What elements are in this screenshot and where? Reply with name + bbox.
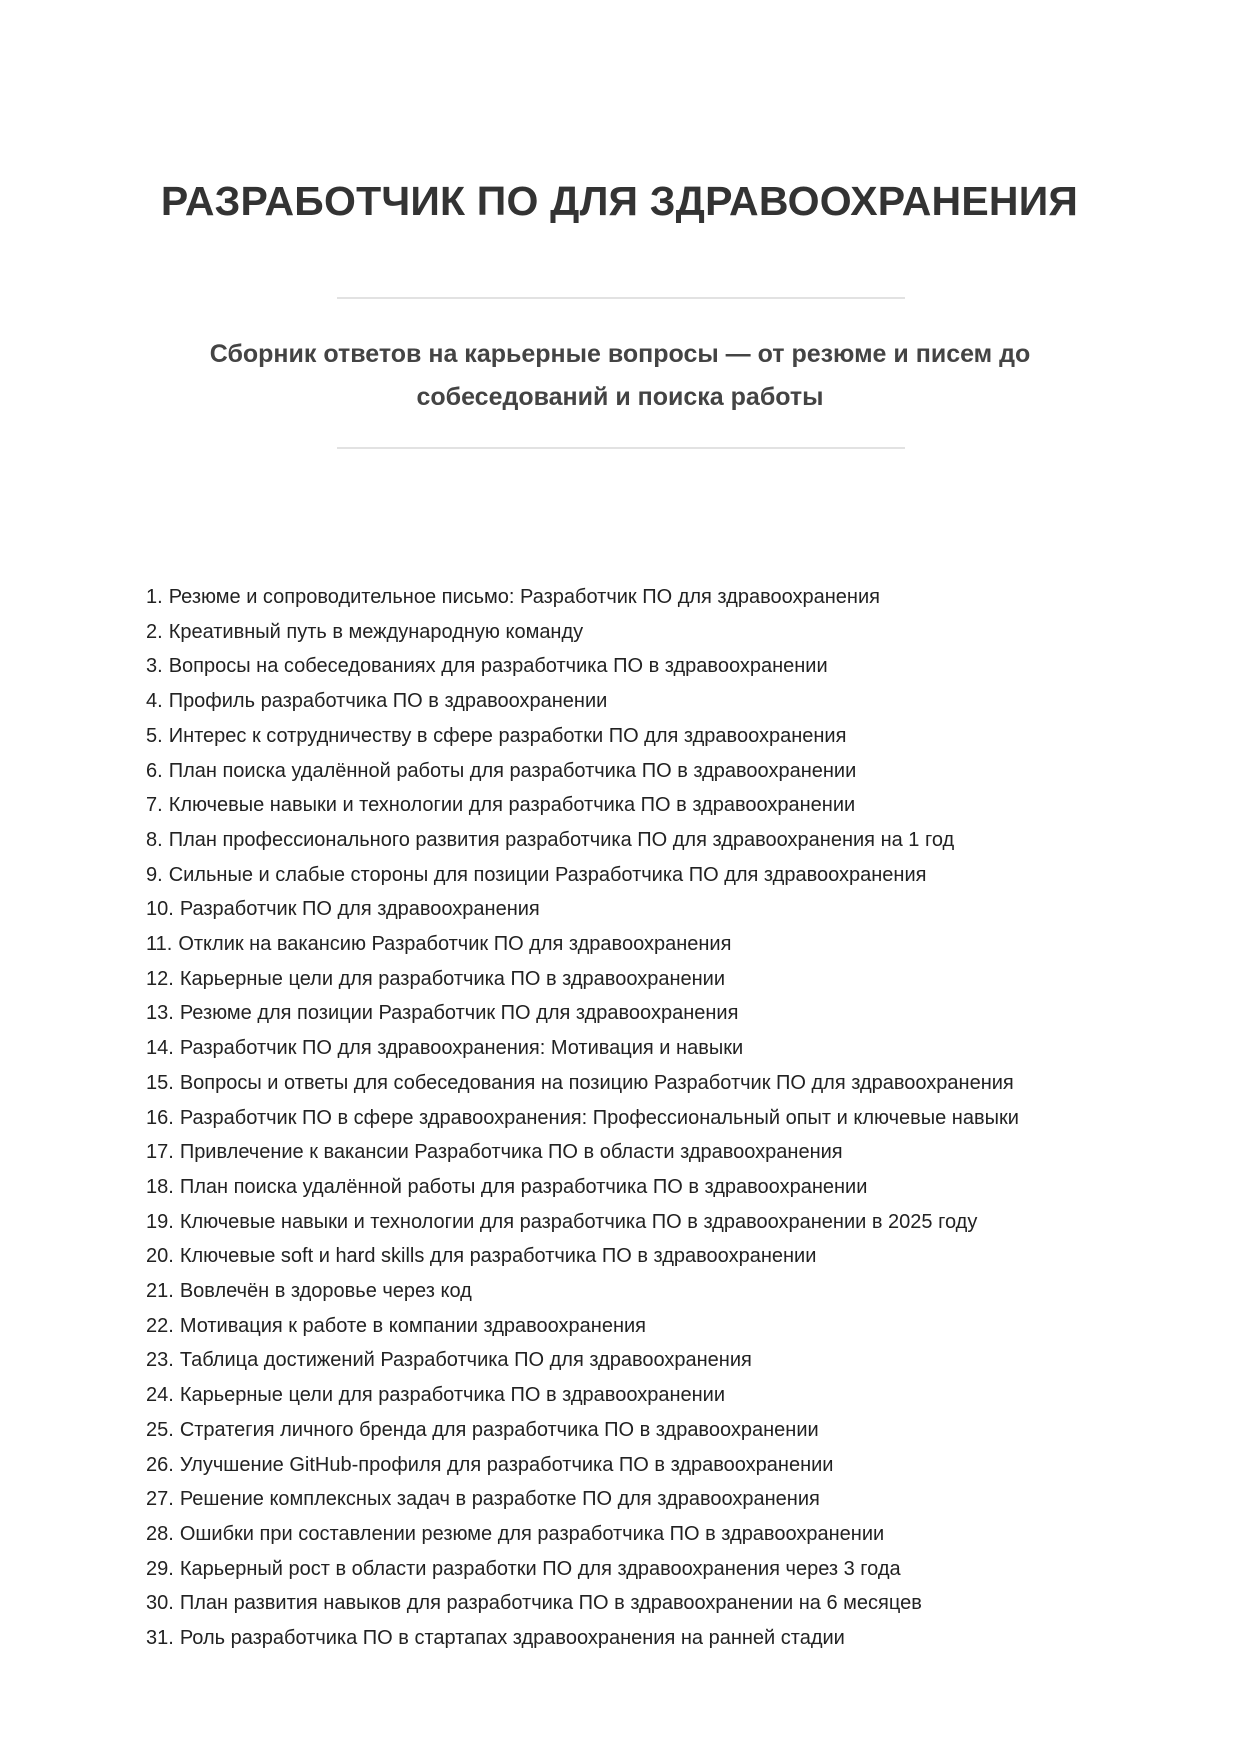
toc-item[interactable] bbox=[146, 1309, 1126, 1344]
toc-item-label: Решение комплексных задач в разработке ПО для здравоохранения bbox=[179, 1488, 820, 1511]
toc-item[interactable] bbox=[146, 1274, 1126, 1309]
toc-item-label: Разработчик ПО для здравоохранения: Мотивация и навыки bbox=[179, 1037, 744, 1060]
toc-item[interactable] bbox=[146, 1170, 1126, 1205]
toc-item-number: 25. bbox=[146, 1418, 174, 1441]
toc-item-number: 4. bbox=[146, 690, 163, 713]
toc-item-number: 10. bbox=[146, 898, 174, 921]
toc-item[interactable] bbox=[146, 1586, 1126, 1621]
toc-item-number: 2. bbox=[146, 620, 163, 643]
toc-item-number: 13. bbox=[146, 1002, 174, 1025]
toc-item[interactable] bbox=[146, 1413, 1126, 1448]
toc-item-number: 15. bbox=[146, 1071, 174, 1094]
toc-item-number: 17. bbox=[146, 1141, 174, 1164]
toc-item-number: 1. bbox=[146, 586, 163, 608]
toc-item-number: 18. bbox=[146, 1175, 174, 1198]
toc-item-number: 30. bbox=[146, 1592, 174, 1615]
toc-item[interactable] bbox=[146, 1205, 1126, 1240]
toc-item-number: 6. bbox=[146, 759, 163, 782]
toc-item-number: 9. bbox=[146, 863, 163, 886]
toc-item-number: 23. bbox=[146, 1349, 174, 1372]
toc-item-number: 28. bbox=[146, 1522, 174, 1545]
toc-item-label: Вопросы на собеседованиях для разработчика ПО в здравоохранении bbox=[168, 655, 828, 678]
toc-item-number: 22. bbox=[146, 1314, 174, 1337]
toc-item-label: Таблица достижений Разработчика ПО для здравоохранения bbox=[179, 1349, 752, 1372]
toc-item-label: Стратегия личного бренда для разработчика ПО в здравоохранении bbox=[179, 1418, 819, 1441]
toc-item[interactable] bbox=[146, 719, 1126, 754]
toc-item-number: 27. bbox=[146, 1488, 174, 1511]
toc-item-number: 20. bbox=[146, 1245, 174, 1268]
toc-item-number: 7. bbox=[146, 794, 163, 817]
toc-item-label: Разработчик ПО для здравоохранения bbox=[179, 898, 540, 921]
toc-item-label: Профиль разработчика ПО в здравоохранении bbox=[168, 690, 608, 713]
toc-item-label: Карьерные цели для разработчика ПО в здравоохранении bbox=[179, 1384, 726, 1407]
toc-item-number: 14. bbox=[146, 1037, 174, 1060]
toc-item-number: 26. bbox=[146, 1453, 174, 1476]
toc-item-label: Сильные и слабые стороны для позиции Разработчика ПО для здравоохранения bbox=[168, 863, 927, 886]
toc-item[interactable] bbox=[146, 1448, 1126, 1483]
toc-item-label: Интерес к сотрудничеству в сфере разработки ПО для здравоохранения bbox=[168, 724, 847, 747]
divider-top bbox=[337, 297, 905, 299]
page-subtitle: Сборник ответов на карьерные вопросы — от резюме и писем до собеседований и поиска работы bbox=[209, 340, 1031, 411]
toc-item[interactable] bbox=[146, 996, 1126, 1031]
toc-item-label: План профессионального развития разработчика ПО для здравоохранения на 1 год bbox=[168, 828, 955, 851]
toc-item-number: 5. bbox=[146, 724, 163, 747]
toc-item-label: Разработчик ПО в сфере здравоохранения: Профессиональный опыт и ключевые навыки bbox=[179, 1106, 1019, 1129]
toc-item-label: Креативный путь в международную команду bbox=[168, 620, 584, 643]
toc-item-label: Роль разработчика ПО в стартапах здравоохранения на ранней стадии bbox=[179, 1627, 845, 1650]
toc-item[interactable] bbox=[146, 1621, 1126, 1656]
toc-item[interactable] bbox=[146, 1066, 1126, 1101]
toc-item-label: Ошибки при составлении резюме для разработчика ПО в здравоохранении bbox=[179, 1522, 885, 1545]
toc-item-label: Резюме и сопроводительное письмо: Разработчик ПО для здравоохранения bbox=[168, 586, 880, 608]
toc-item[interactable] bbox=[146, 892, 1126, 927]
toc-item-label: План поиска удалённой работы для разработчика ПО в здравоохранении bbox=[179, 1175, 868, 1198]
toc-item-label: План поиска удалённой работы для разработчика ПО в здравоохранении bbox=[168, 759, 857, 782]
toc-item[interactable] bbox=[146, 1239, 1126, 1274]
toc-item-number: 16. bbox=[146, 1106, 174, 1129]
toc-item-label: Вопросы и ответы для собеседования на позицию Разработчик ПО для здравоохранения bbox=[179, 1071, 1014, 1094]
toc-item-number: 11. bbox=[146, 933, 173, 956]
toc-item-number: 12. bbox=[146, 967, 174, 990]
toc-item[interactable] bbox=[146, 927, 1126, 962]
toc-item[interactable] bbox=[146, 788, 1126, 823]
toc-item-number: 3. bbox=[146, 655, 163, 678]
toc-item[interactable] bbox=[146, 1101, 1126, 1136]
toc-item[interactable] bbox=[146, 615, 1126, 650]
toc-item[interactable] bbox=[146, 858, 1126, 893]
toc-item[interactable] bbox=[146, 684, 1126, 719]
toc-item[interactable] bbox=[146, 580, 1126, 615]
toc-item[interactable] bbox=[146, 649, 1126, 684]
table-of-contents bbox=[146, 580, 1126, 1656]
toc-item-number: 24. bbox=[146, 1384, 174, 1407]
toc-item-label: Мотивация к работе в компании здравоохранения bbox=[179, 1314, 647, 1337]
toc-item-label: Улучшение GitHub-профиля для разработчика ПО в здравоохранении bbox=[179, 1453, 834, 1476]
toc-item[interactable] bbox=[146, 1378, 1126, 1413]
toc-item-label: Резюме для позиции Разработчик ПО для здравоохранения bbox=[179, 1002, 739, 1025]
toc-item-label: Привлечение к вакансии Разработчика ПО в области здравоохранения bbox=[179, 1141, 843, 1164]
toc-item-label: Карьерные цели для разработчика ПО в здравоохранении bbox=[179, 967, 726, 990]
toc-item[interactable] bbox=[146, 1517, 1126, 1552]
toc-item[interactable] bbox=[146, 1135, 1126, 1170]
toc-item-label: План развития навыков для разработчика ПО в здравоохранении на 6 месяцев bbox=[179, 1592, 922, 1615]
toc-item[interactable] bbox=[146, 1343, 1126, 1378]
page-title: РАЗРАБОТЧИК ПО ДЛЯ ЗДРАВООХРАНЕНИЯ bbox=[160, 178, 1079, 224]
toc-item[interactable] bbox=[146, 962, 1126, 997]
divider-bottom bbox=[337, 447, 905, 449]
toc-item[interactable] bbox=[146, 1482, 1126, 1517]
toc-item-label: Ключевые soft и hard skills для разработчика ПО в здравоохранении bbox=[179, 1245, 817, 1268]
toc-item[interactable] bbox=[146, 754, 1126, 789]
toc-item-number: 19. bbox=[146, 1210, 174, 1233]
toc-item[interactable] bbox=[146, 1552, 1126, 1587]
toc-item-label: Ключевые навыки и технологии для разработчика ПО в здравоохранении в 2025 году bbox=[179, 1210, 978, 1233]
toc-item-number: 8. bbox=[146, 828, 163, 851]
toc-item-label: Карьерный рост в области разработки ПО для здравоохранения через 3 года bbox=[179, 1557, 901, 1580]
toc-item-label: Ключевые навыки и технологии для разработчика ПО в здравоохранении bbox=[168, 794, 856, 817]
toc-item[interactable] bbox=[146, 823, 1126, 858]
toc-item-label: Вовлечён в здоровье через код bbox=[179, 1280, 472, 1303]
toc-item-number: 21. bbox=[146, 1280, 174, 1303]
toc-item-number: 29. bbox=[146, 1557, 174, 1580]
toc-item-label: Отклик на вакансию Разработчик ПО для здравоохранения bbox=[178, 933, 732, 956]
toc-item[interactable] bbox=[146, 1031, 1126, 1066]
toc-item-number: 31. bbox=[146, 1627, 174, 1650]
